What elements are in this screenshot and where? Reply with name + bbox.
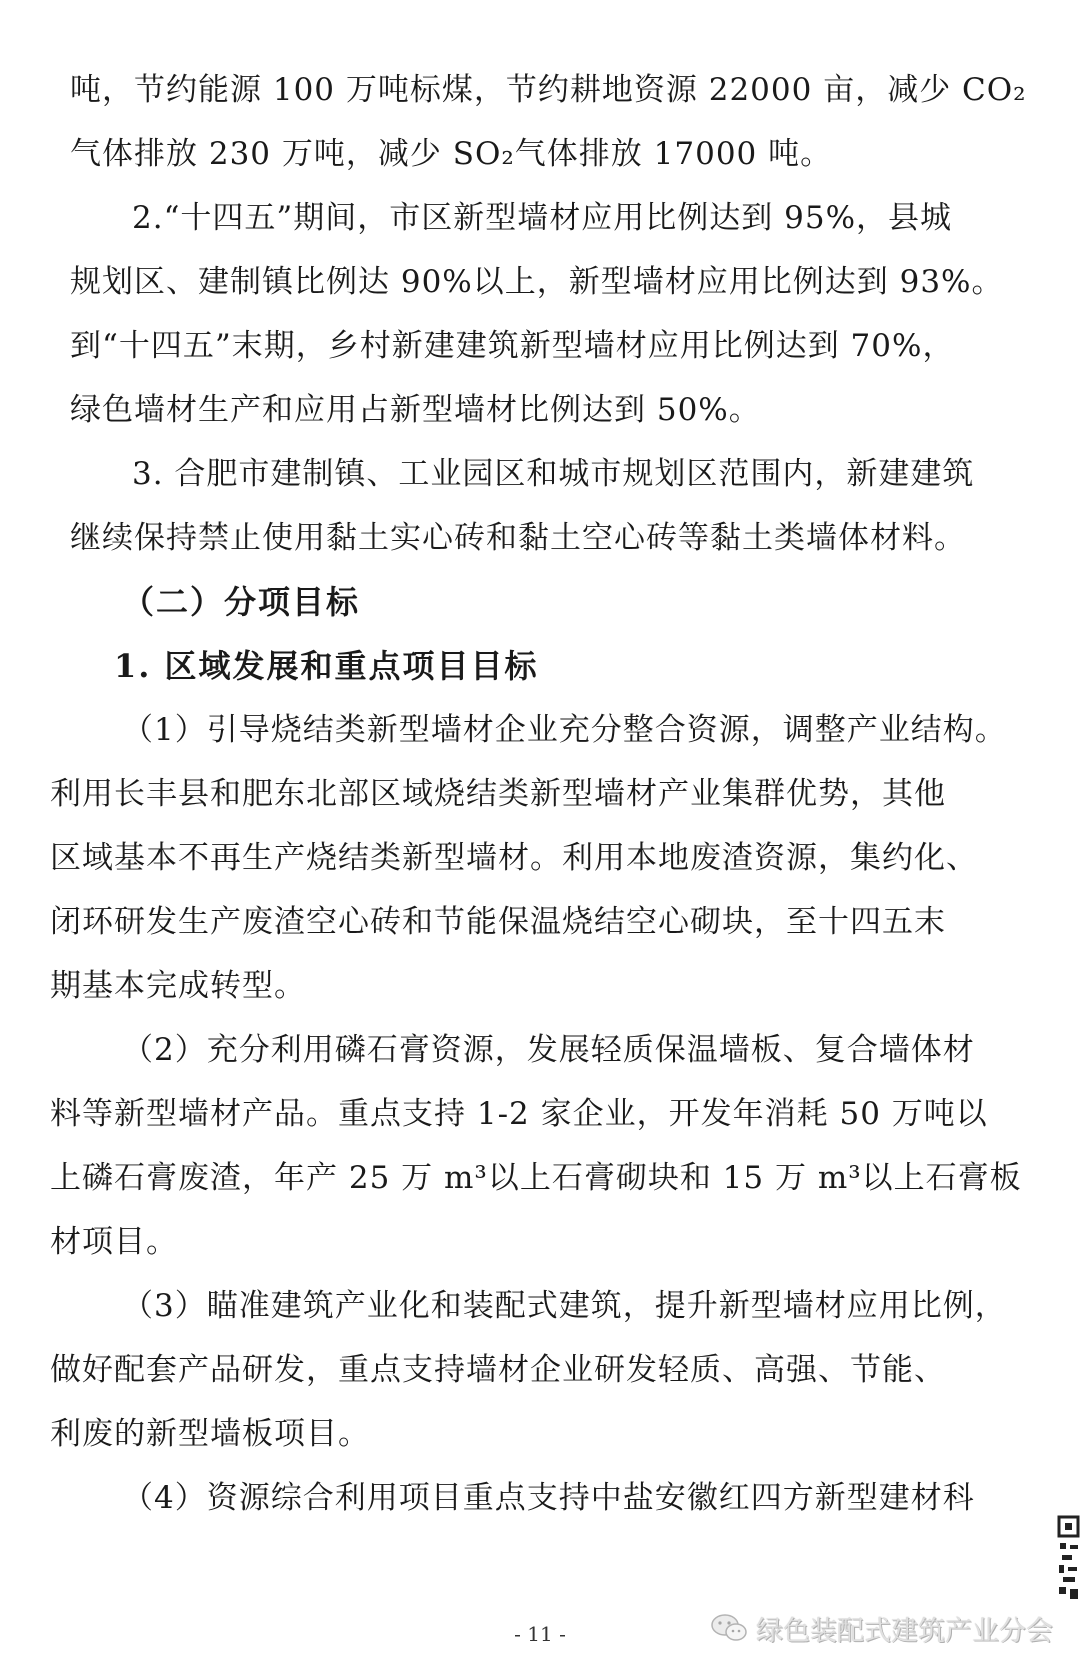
- text-line-5: 到“十四五”末期，乡村新建建筑新型墙材应用比例达到 70%，: [70, 328, 955, 364]
- text-line-23: （4）资源综合利用项目重点支持中盐安徽红四方新型建材科: [122, 1480, 975, 1516]
- text-line-20: （3）瞄准建筑产业化和装配式建筑，提升新型墙材应用比例，: [122, 1288, 1007, 1324]
- section-heading: （二）分项目标: [122, 583, 361, 621]
- text-line-17: 料等新型墙材产品。重点支持 1-2 家企业，开发年消耗 50 万吨以: [50, 1096, 988, 1132]
- text-line-4: 规划区、建制镇比例达 90%以上，新型墙材应用比例达到 93%。: [70, 264, 1004, 300]
- text-line-12: 利用长丰县和肥东北部区域烧结类新型墙材产业集群优势，其他: [50, 776, 946, 812]
- subsection-heading: 1. 区域发展和重点项目目标: [114, 647, 539, 685]
- text-line-6: 绿色墙材生产和应用占新型墙材比例达到 50%。: [70, 392, 761, 428]
- text-line-1: 吨，节约能源 100 万吨标煤，节约耕地资源 22000 亩，减少 CO₂: [70, 72, 1027, 108]
- watermark-text: 绿色装配式建筑产业分会: [756, 1615, 1053, 1647]
- text-line-16: （2）充分利用磷石膏资源，发展轻质保温墙板、复合墙体材: [122, 1032, 975, 1068]
- text-line-19: 材项目。: [50, 1224, 178, 1260]
- text-line-7: 3. 合肥市建制镇、工业园区和城市规划区范围内，新建建筑: [132, 456, 975, 492]
- text-line-8: 继续保持禁止使用黏土实心砖和黏土空心砖等黏土类墙体材料。: [70, 520, 966, 556]
- text-line-18: 上磷石膏废渣，年产 25 万 m³以上石膏砌块和 15 万 m³以上石膏板: [50, 1160, 1022, 1196]
- page-number: - 11 -: [514, 1622, 566, 1646]
- text-line-14: 闭环研发生产废渣空心砖和节能保温烧结空心砌块，至十四五末: [50, 904, 946, 940]
- text-line-15: 期基本完成转型。: [50, 968, 306, 1004]
- text-line-2: 气体排放 230 万吨，减少 SO₂气体排放 17000 吨。: [70, 136, 833, 172]
- text-line-21: 做好配套产品研发，重点支持墙材企业研发轻质、高强、节能、: [50, 1352, 946, 1388]
- text-line-11: （1）引导烧结类新型墙材企业充分整合资源，调整产业结构。: [122, 712, 1007, 748]
- qr-code-icon: [1057, 1515, 1080, 1605]
- watermark: [710, 1608, 1053, 1648]
- text-line-22: 利废的新型墙板项目。: [50, 1416, 370, 1452]
- wechat-logo-icon: [710, 1613, 748, 1643]
- text-line-13: 区域基本不再生产烧结类新型墙材。利用本地废渣资源，集约化、: [50, 840, 978, 876]
- text-line-3: 2.“十四五”期间，市区新型墙材应用比例达到 95%，县城: [132, 200, 953, 236]
